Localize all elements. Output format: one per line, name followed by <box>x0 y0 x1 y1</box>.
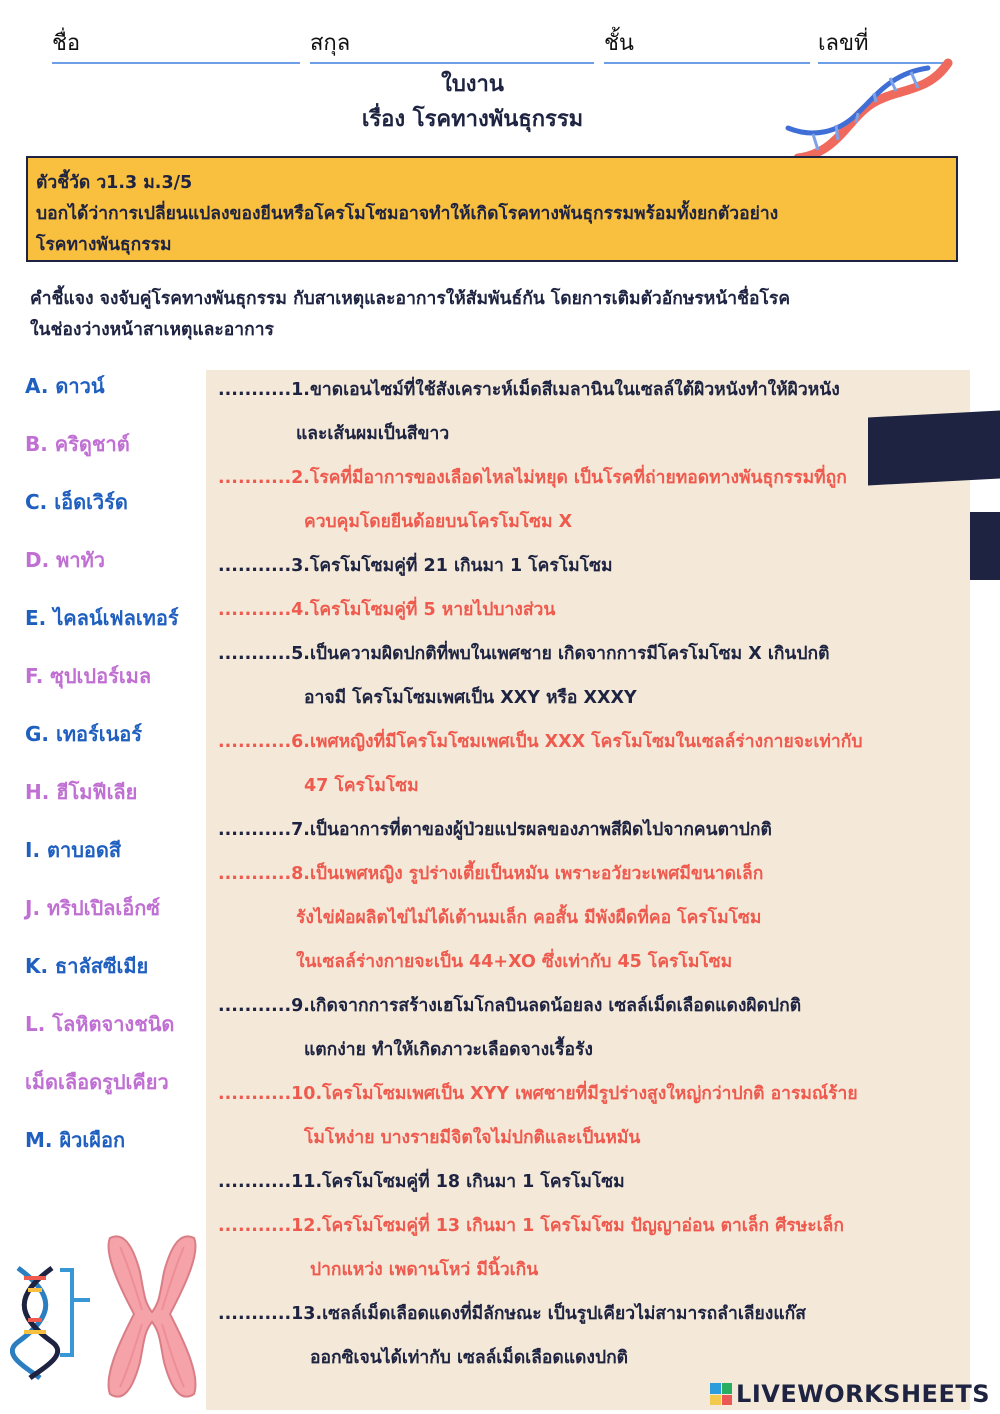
option-l: L. โลหิตจางชนิด <box>25 1012 175 1036</box>
question-text: ...........5.เป็นความผิดปกติที่พบในเพศชาย เกิดจากการมีโครโมโซม X เกินปกติ <box>218 644 830 664</box>
option-g: G. เทอร์เนอร์ <box>25 722 143 746</box>
question-5[interactable] <box>218 632 829 720</box>
question-text: 47 โครโมโซม <box>304 776 419 796</box>
question-text: แตกง่าย ทำให้เกิดภาวะเลือดจางเรื้อรัง <box>304 1040 593 1060</box>
instruction-line: คำชี้แจง จงจับคู่โรคทางพันธุกรรม กับสาเหตุและอาการให้สัมพันธ์กัน โดยการเติมตัวอักษรหน้าชื่อโรค <box>30 289 791 309</box>
question-text: ...........1.ขาดเอนไซม์ที่ใช้สังเคราะห์เม็ดสีเมลานินในเซลล์ใต้ผิวหนังทำให้ผิวหนัง <box>218 380 840 400</box>
dna-helix-icon <box>10 1260 110 1380</box>
surname-label: สกุล <box>310 31 351 56</box>
worksheet-subtitle: เรื่อง โรคทางพันธุกรรม <box>361 107 584 132</box>
question-text: ...........7.เป็นอาการที่ตาของผู้ป่วยแปรผลของภาพสีผิดไปจากคนตาปกติ <box>218 820 772 840</box>
option-a: A. ดาวน์ <box>25 374 105 398</box>
question-text: ออกซิเจนได้เท่ากับ เซลล์เม็ดเลือดแดงปกติ <box>310 1348 629 1368</box>
question-13[interactable] <box>218 1292 806 1380</box>
question-4[interactable] <box>218 588 555 632</box>
worksheet-title: ใบงาน <box>441 72 504 97</box>
decor-block <box>868 411 1000 486</box>
question-text: ...........8.เป็นเพศหญิง รูปร่างเตี้ยเป็นหมัน เพราะอวัยวะเพศมีขนาดเล็ก <box>218 864 764 884</box>
question-text: และเส้นผมเป็นสีขาว <box>296 424 450 444</box>
liveworksheets-logo-icon <box>710 1383 732 1405</box>
indicator-text-cont: โรคทางพันธุกรรม <box>36 235 172 255</box>
option-f: F. ซุปเปอร์เมล <box>25 664 152 688</box>
question-9[interactable] <box>218 984 801 1072</box>
brand-name: LIVEWORKSHEETS <box>736 1380 990 1408</box>
question-8[interactable] <box>218 852 763 984</box>
question-text: ...........6.เพศหญิงที่มีโครโมโซมเพศเป็น XXX โครโมโซมในเซลล์ร่างกายจะเท่ากับ <box>218 732 863 752</box>
question-text: ...........11.โครโมโซมคู่ที่ 18 เกินมา 1 โครโมโซม <box>218 1172 625 1192</box>
question-10[interactable] <box>218 1072 858 1160</box>
question-text: ...........2.โรคที่มีอาการของเลือดไหลไม่หยุด เป็นโรคที่ถ่ายทอดทางพันธุกรรมที่ถูก <box>218 468 847 488</box>
name-label: ชื่อ <box>52 31 81 56</box>
option-h: H. ฮีโมฟีเลีย <box>25 780 138 804</box>
option-c: C. เอ็ดเวิร์ด <box>25 490 128 514</box>
option-e: E. ไคลน์เฟลเทอร์ <box>25 606 179 630</box>
question-text: ...........9.เกิดจากการสร้างเฮโมโกลบินลดน้อยลง เซลล์เม็ดเลือดแดงผิดปกติ <box>218 996 802 1016</box>
question-2[interactable] <box>218 456 847 544</box>
decor-block <box>970 512 1000 580</box>
question-text: ควบคุมโดยยีนด้อยบนโครโมโซม X <box>304 512 573 532</box>
question-1[interactable] <box>218 368 840 456</box>
question-text: ในเซลล์ร่างกายจะเป็น 44+XO ซึ่งเท่ากับ 45 โครโมโซม <box>296 952 733 972</box>
indicator-box <box>26 156 958 262</box>
option-k: K. ธาลัสซีเมีย <box>25 954 149 978</box>
number-label: เลขที่ <box>818 31 869 56</box>
question-text: ...........10.โครโมโซมเพศเป็น XYY เพศชายที่มีรูปร่างสูงใหญ่กว่าปกติ อารมณ์ร้าย <box>218 1084 858 1104</box>
question-text: อาจมี โครโมโซมเพศเป็น XXY หรือ XXXY <box>304 688 637 708</box>
question-text: ...........13.เซลล์เม็ดเลือดแดงที่มีลักษณะ เป็นรูปเคียวไม่สามารถลำเลียงแก๊ส <box>218 1304 806 1324</box>
question-text: ...........4.โครโมโซมคู่ที่ 5 หายไปบางส่วน <box>218 600 556 620</box>
option-b: B. คริดูชาต์ <box>25 432 130 456</box>
x-chromosome-icon <box>102 1232 202 1402</box>
question-text: โมโหง่าย บางรายมีจิตใจไม่ปกติและเป็นหมัน <box>304 1128 641 1148</box>
indicator-code: ตัวชี้วัด ว1.3 ม.3/5 <box>36 173 193 193</box>
instruction-line: ในช่องว่างหน้าสาเหตุและอาการ <box>30 320 274 340</box>
question-text: รังไข่ฝ่อผลิตไข่ไม่ได้เต้านมเล็ก คอสั้น มีพังผืดที่คอ โครโมโซม <box>296 908 762 928</box>
question-11[interactable] <box>218 1160 625 1204</box>
question-12[interactable] <box>218 1204 844 1292</box>
question-text: ...........3.โครโมโซมคู่ที่ 21 เกินมา 1 โครโมโซม <box>218 556 613 576</box>
option-m: M. ผิวเผือก <box>25 1128 126 1152</box>
brand-watermark <box>710 1380 990 1408</box>
question-text: ปากแหว่ง เพดานโหว่ มีนิ้วเกิน <box>310 1260 539 1280</box>
question-text: ...........12.โครโมโซมคู่ที่ 13 เกินมา 1 โครโมโซม ปัญญาอ่อน ตาเล็ก ศีรษะเล็ก <box>218 1216 844 1236</box>
class-label: ชั้น <box>604 31 634 56</box>
question-3[interactable] <box>218 544 613 588</box>
question-6[interactable] <box>218 720 862 808</box>
instruction <box>30 284 970 346</box>
option-l-cont: เม็ดเลือดรูปเคียว <box>25 1070 169 1094</box>
option-d: D. พาทัว <box>25 548 105 572</box>
option-i: I. ตาบอดสี <box>25 838 122 862</box>
dna-icon <box>778 58 958 168</box>
name-field[interactable] <box>52 30 300 64</box>
question-7[interactable] <box>218 808 772 852</box>
indicator-text: บอกได้ว่าการเปลี่ยนแปลงของยีนหรือโครโมโซมอาจทำให้เกิดโรคทางพันธุกรรมพร้อมทั้งยกตัวอย่าง <box>36 204 779 224</box>
option-j: J. ทริปเปิลเอ็กซ์ <box>25 896 160 920</box>
surname-field[interactable] <box>310 30 594 64</box>
